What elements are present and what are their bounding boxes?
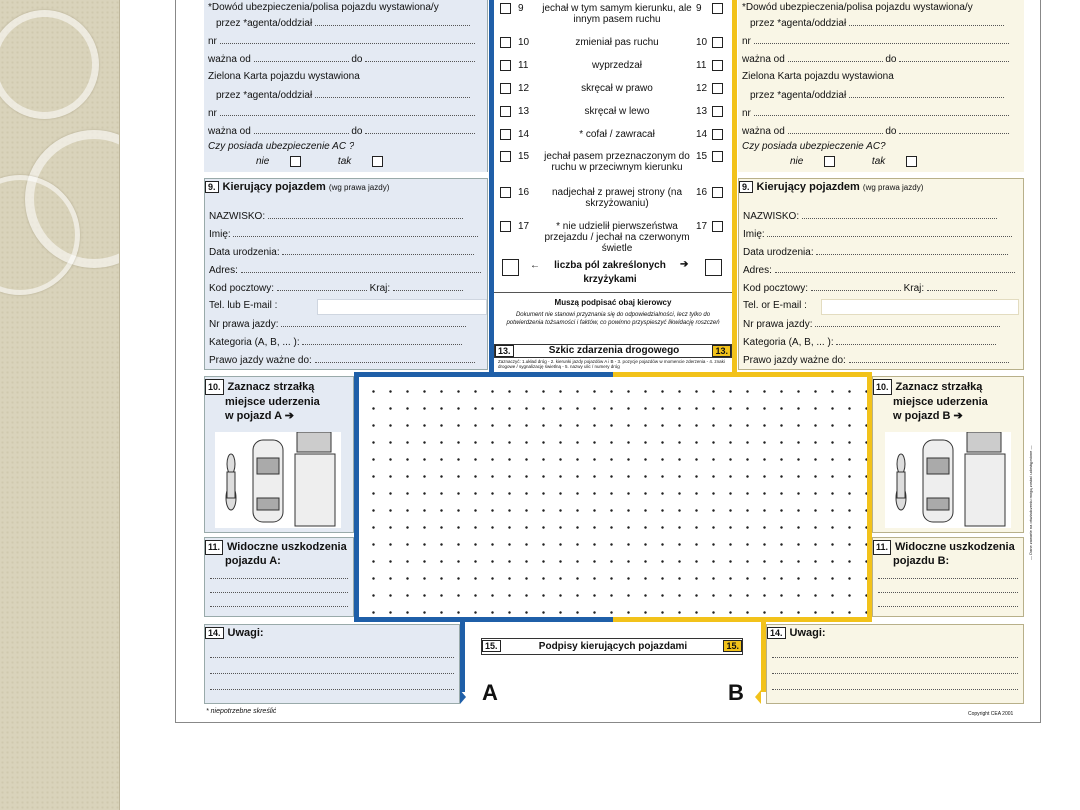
circumstance-number: 13 [518, 106, 530, 117]
count-label: liczba pól zakreślonych krzyżykami [554, 260, 666, 285]
country-label: Kraj: [369, 283, 391, 294]
circumstance-checkbox-a[interactable] [500, 129, 511, 140]
circumstance-checkbox-a[interactable] [500, 221, 511, 232]
blue-arrow-notch [460, 690, 466, 704]
contact-input[interactable] [821, 299, 1019, 315]
valid-line [208, 53, 484, 66]
label-a: A [482, 680, 498, 705]
section-number: 14. [205, 627, 224, 639]
impact-a-heading [205, 379, 320, 423]
driver-b-heading [739, 181, 923, 193]
nr-line [742, 35, 1020, 48]
agent-line [750, 17, 1020, 30]
driver-field [743, 264, 1021, 277]
driver-field [743, 210, 1021, 223]
driver-subtitle: (wg prawa jazdy) [328, 183, 390, 192]
green-card-label: Zielona Karta pojazdu wystawiona [742, 71, 894, 82]
insurance-doc-label: *Dowód ubezpieczenia/polisa pojazdu wystawiona/y [208, 2, 439, 13]
field-label: Kod pocztowy: [743, 283, 809, 294]
section-number: 11. [205, 540, 223, 555]
circumstance-checkbox-b[interactable] [712, 60, 723, 71]
nr2-label: nr [742, 108, 751, 119]
dotted-line [210, 689, 454, 690]
impact-line: miejsce uderzenia [893, 396, 988, 408]
circumstance-text: skręcał w lewo [584, 106, 650, 117]
circumstance-row [500, 150, 726, 180]
damage-line: pojazdu A: [225, 555, 281, 567]
sketch-area[interactable] [354, 372, 872, 622]
section-number: 15. [723, 640, 742, 652]
car-icon [923, 440, 953, 522]
arrow-right-icon: ➔ [680, 259, 689, 270]
section-number: 9. [205, 181, 219, 193]
circumstance-text: * nie udzielił pierwszeństwa przejazdu / jechał na czerwonym świetle [544, 221, 690, 254]
nr-label: nr [208, 36, 217, 47]
valid-from-label: ważna od [208, 54, 251, 65]
field-label: Adres: [743, 265, 772, 276]
impact-b-panel [872, 376, 1024, 533]
circumstance-number: 10 [696, 37, 708, 48]
circumstance-number: 14 [696, 129, 708, 140]
yellow-border [761, 622, 766, 692]
impact-line: w pojazd B [893, 410, 951, 422]
circumstance-text: jechał pasem przeznaczonym do ruchu w przeciwnym kierunku [544, 151, 690, 173]
field-label: Prawo jazdy ważne do: [209, 355, 312, 366]
dotted-line [878, 592, 1018, 593]
blue-border [460, 622, 465, 692]
footer-note: * niepotrzebne skreślić [206, 708, 277, 715]
circumstance-row [500, 2, 726, 32]
circumstance-number: 13 [696, 106, 708, 117]
ac-no-checkbox[interactable] [824, 156, 835, 167]
field-label: Nr prawa jazdy: [209, 319, 279, 330]
nr-line [208, 35, 484, 48]
damage-a-heading [205, 540, 347, 568]
section-number: 13. [712, 345, 731, 357]
field-label: Kategoria (A, B, ... ): [209, 337, 300, 348]
sign-divider [494, 292, 732, 293]
dotted-line [210, 673, 454, 674]
impact-line: Zaznacz strzałką [227, 381, 315, 393]
circumstance-checkbox-a[interactable] [500, 151, 511, 162]
damage-line: pojazdu B: [893, 555, 950, 567]
section-number: 13. [495, 345, 514, 357]
circumstance-text: * cofał / zawracał [579, 129, 655, 140]
circumstance-number: 11 [518, 60, 529, 71]
field-label: Nr prawa jazdy: [743, 319, 813, 330]
agent-label: przez *agenta/oddział [750, 18, 847, 29]
circumstance-text: nadjechał z prawej strony (na skrzyżowaniu) [551, 187, 683, 209]
motorbike-icon [896, 454, 906, 510]
damage-line: Widoczne uszkodzenia [227, 541, 347, 553]
remarks-a-heading [205, 627, 264, 639]
circumstances-column [494, 0, 732, 370]
sign-title: Muszą podpisać obaj kierowcy [554, 298, 672, 307]
driver-field [209, 228, 485, 241]
insurance-doc-label: *Dowód ubezpieczenia/polisa pojazdu wystawiona/y [742, 2, 973, 13]
contact-input[interactable] [317, 299, 487, 315]
valid-to2-label: do [351, 126, 363, 137]
ac-answer-row [256, 156, 383, 168]
sketch-note: Zaznaczyć: 1.układ dróg - 2. kierunki jazdy pojazdów A i B - 3. pozycje pojazdów w momencie zderzenia - 4. znaki drogowe / sygnalizację świetlną - 5. nazwy ulic / numery dróg [498, 359, 725, 369]
ac-no-checkbox[interactable] [290, 156, 301, 167]
circumstance-number: 9 [696, 3, 702, 14]
driver-field [743, 246, 1021, 259]
section-number: 14. [767, 627, 786, 639]
circumstance-text: wyprzedzał [591, 60, 643, 71]
ac-yes-label: tak [337, 156, 352, 168]
green-card-agent-line [216, 89, 486, 102]
signatures-header [481, 638, 743, 655]
ac-answer-row [790, 156, 917, 168]
valid2-line [208, 125, 484, 138]
circumstance-number: 15 [696, 151, 708, 162]
circumstance-checkbox-b[interactable] [712, 221, 723, 232]
ac-question: Czy posiada ubezpieczenie AC? [742, 141, 886, 152]
agent-label: przez *agenta/oddział [216, 18, 313, 29]
field-label: Kod pocztowy: [209, 283, 275, 294]
circumstance-text: skręcał w prawo [581, 83, 653, 94]
driver-field [743, 228, 1021, 241]
valid-from2-label: ważna od [742, 126, 785, 137]
dotted-line [210, 606, 348, 607]
damage-b-heading [873, 540, 1015, 568]
signatures-title: Podpisy kierujących pojazdami [538, 641, 688, 652]
driver-field [743, 318, 1021, 331]
driver-field [209, 354, 485, 367]
section-number: 11. [873, 540, 891, 555]
blue-border [489, 0, 494, 378]
remarks-b-panel [766, 624, 1024, 704]
field-label: Adres: [209, 265, 238, 276]
damage-a-panel [204, 537, 354, 617]
arrow-left-icon: ← [530, 260, 540, 271]
country-label: Kraj: [903, 283, 925, 294]
label-b: B [728, 680, 744, 705]
valid-from2-label: ważna od [208, 126, 251, 137]
field-label: Prawo jazdy ważne do: [743, 355, 846, 366]
damage-line: Widoczne uszkodzenia [895, 541, 1015, 553]
circumstance-number: 10 [518, 37, 530, 48]
ac-no-label: nie [256, 156, 270, 168]
ring-decoration [0, 10, 99, 119]
circumstance-row [500, 186, 726, 216]
field-label: Kategoria (A, B, ... ): [743, 337, 834, 348]
field-label: Imię: [209, 229, 231, 240]
section-number: 10. [873, 379, 892, 395]
remarks-title: Uwagi: [227, 627, 264, 639]
driver-field [743, 354, 1021, 367]
ac-yes-checkbox[interactable] [372, 156, 383, 167]
vehicle-diagram [215, 432, 341, 528]
circumstance-checkbox-a[interactable] [500, 37, 511, 48]
field-label: Data urodzenia: [209, 247, 280, 258]
count-box-a[interactable] [502, 259, 519, 276]
driver-field [743, 336, 1021, 349]
circumstance-checkbox-b[interactable] [712, 106, 723, 117]
circumstance-text: zmieniał pas ruchu [575, 37, 659, 48]
valid2-line [742, 125, 1020, 138]
driver-title: Kierujący pojazdem [756, 181, 860, 193]
remarks-title: Uwagi: [789, 627, 826, 639]
motorbike-icon [226, 454, 236, 510]
field-label: NAZWISKO: [209, 211, 266, 222]
green-card-agent-label: przez *agenta/oddział [750, 90, 847, 101]
sign-note: Dokument nie stanowi przyznania się do odpowiedzialności, lecz tylko do potwierdzenia tożsamości i faktów, co powinno przyspieszyć likwidację roszczeń [506, 312, 720, 326]
nr2-label: nr [208, 108, 217, 119]
truck-icon [295, 432, 335, 526]
valid-to2-label: do [885, 126, 897, 137]
yellow-border [613, 372, 872, 377]
dotted-line [772, 657, 1018, 658]
dotted-line [878, 578, 1018, 579]
vehicle-diagram [885, 432, 1011, 528]
circumstance-number: 11 [696, 60, 707, 71]
circumstance-number: 9 [518, 3, 524, 14]
section-number: 10. [205, 379, 224, 395]
dotted-line [772, 689, 1018, 690]
green-card-agent-line [750, 89, 1020, 102]
remarks-a-panel [204, 624, 460, 704]
yellow-border [613, 617, 872, 622]
driver-field [209, 336, 485, 349]
green-card-agent-label: przez *agenta/oddział [216, 90, 313, 101]
vehicle-a-insurance-panel [204, 0, 488, 172]
circumstance-checkbox-a[interactable] [500, 3, 511, 14]
circumstance-checkbox-b[interactable] [712, 37, 723, 48]
dotted-line [772, 673, 1018, 674]
driver-field [209, 246, 485, 259]
circumstance-text: jechał w tym samym kierunku, ale innym pasem ruchu [542, 3, 692, 25]
side-note: — Dane zawarte na oświadczeniu mogą zostać udostępnione — [1028, 445, 1033, 560]
circumstance-checkbox-b[interactable] [712, 3, 723, 14]
driver-field [209, 318, 485, 331]
green-card-label: Zielona Karta pojazdu wystawiona [208, 71, 360, 82]
circumstance-checkbox-b[interactable] [712, 187, 723, 198]
arrow-right-icon: ➔ [284, 410, 294, 422]
circumstance-number: 15 [518, 151, 530, 162]
driver-subtitle: (wg prawa jazdy) [862, 183, 924, 192]
remarks-b-heading [767, 627, 826, 639]
circumstance-number: 17 [696, 221, 708, 232]
field-label: NAZWISKO: [743, 211, 800, 222]
circumstance-number: 12 [696, 83, 708, 94]
count-box-b[interactable] [705, 259, 722, 276]
driver-title: Kierujący pojazdem [222, 181, 326, 193]
decorative-sidebar [0, 0, 120, 810]
nr2-line [742, 107, 1020, 120]
ac-question: Czy posiada ubezpieczenie AC ? [208, 141, 355, 152]
circumstance-checkbox-b[interactable] [712, 83, 723, 94]
valid-line [742, 53, 1020, 66]
dotted-line [878, 606, 1018, 607]
car-icon [253, 440, 283, 522]
field-label: Tel. or E-mail : [743, 300, 807, 311]
driver-field [209, 264, 485, 277]
circumstance-number: 17 [518, 221, 530, 232]
circumstance-checkbox-a[interactable] [500, 106, 511, 117]
vehicle-b-insurance-panel [738, 0, 1024, 172]
impact-b-heading [873, 379, 988, 423]
circumstance-number: 12 [518, 83, 530, 94]
circumstance-row [500, 220, 726, 254]
driver-b-panel [738, 178, 1024, 370]
driver-a-heading [205, 181, 389, 193]
circumstance-checkbox-a[interactable] [500, 60, 511, 71]
nr2-line [208, 107, 484, 120]
dotted-line [210, 578, 348, 579]
field-label: Tel. lub E-mail : [209, 300, 278, 311]
count-row [500, 257, 726, 287]
driver-field [209, 282, 485, 295]
circumstance-number: 16 [518, 187, 530, 198]
valid-to-label: do [351, 54, 363, 65]
dotted-line [210, 657, 454, 658]
field-label: Imię: [743, 229, 765, 240]
impact-line: w pojazd A [225, 410, 282, 422]
copyright: Copyright CEA 2001 [968, 711, 1014, 717]
driver-field [209, 210, 485, 223]
circumstance-checkbox-b[interactable] [712, 151, 723, 162]
section-number: 9. [739, 181, 753, 193]
impact-a-panel [204, 376, 354, 533]
sketch-header [494, 344, 732, 358]
valid-from-label: ważna od [742, 54, 785, 65]
circumstance-checkbox-b[interactable] [712, 129, 723, 140]
sketch-title: Szkic zdarzenia drogowego [548, 345, 680, 356]
field-label: Data urodzenia: [743, 247, 814, 258]
circumstance-number: 16 [696, 187, 708, 198]
nr-label: nr [742, 36, 751, 47]
impact-line: Zaznacz strzałką [895, 381, 983, 393]
valid-to-label: do [885, 54, 897, 65]
ac-yes-label: tak [871, 156, 886, 168]
ac-yes-checkbox[interactable] [906, 156, 917, 167]
signature-area[interactable] [472, 660, 756, 706]
accident-report-form [175, 0, 1041, 723]
circumstance-checkbox-a[interactable] [500, 83, 511, 94]
driver-a-panel [204, 178, 488, 370]
truck-icon [965, 432, 1005, 526]
yellow-border [732, 0, 737, 378]
circumstance-checkbox-a[interactable] [500, 187, 511, 198]
arrow-right-icon: ➔ [953, 410, 963, 422]
dotted-line [210, 592, 348, 593]
damage-b-panel [872, 537, 1024, 617]
driver-field [743, 282, 1021, 295]
impact-line: miejsce uderzenia [225, 396, 320, 408]
circumstance-number: 14 [518, 129, 530, 140]
agent-line [216, 17, 486, 30]
section-number: 15. [482, 640, 501, 652]
ac-no-label: nie [790, 156, 804, 168]
